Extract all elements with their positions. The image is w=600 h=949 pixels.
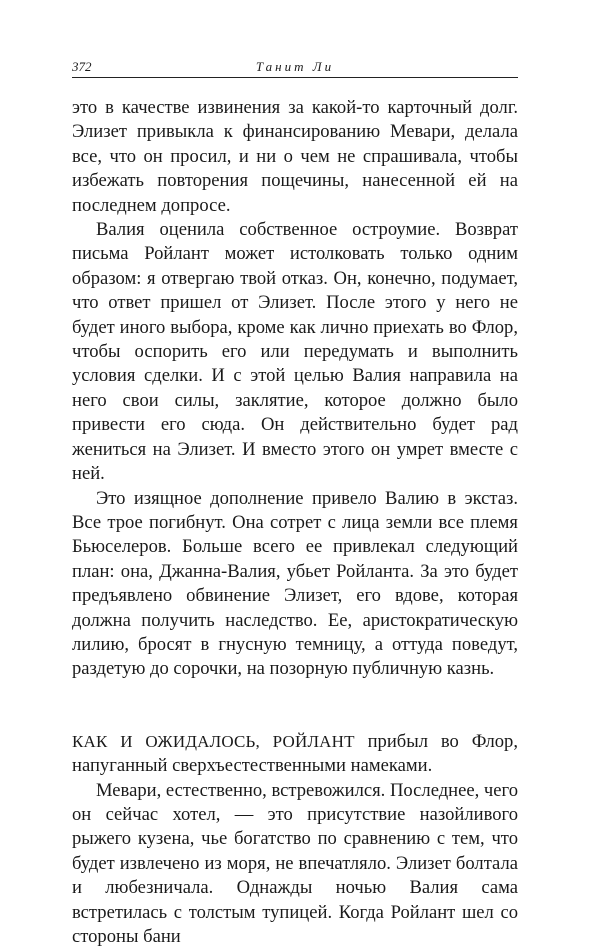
paragraph-1: это в качестве извинения за какой-то карточный долг. Элизет привыкла к финансированию Мевари, делала все, что он просил, и ни о чем не спрашивала, чтобы избежать повторения пощечины, нанесенной ей на последнем допросе. (72, 97, 518, 216)
section-break (72, 682, 518, 730)
section-lead-rest: прибыл во Флор, напуганный сверхъестественными намеками. (72, 730, 518, 777)
book-page (72, 55, 518, 949)
paragraph-2: Валия оценила собственное остроумие. Возврат письма Ройлант может истолковать только одним образом: я отвергаю твой отказ. Он, конечно, подумает, что ответ пришел от Элизет. После этого у него не будет иного выбора, кроме как лично приехать во Флор, чтобы оспорить его или передумать и выполнить условия сделки. И с этой целью Валия направила на него свои силы, заклятие, которое должно было привести его сюда. Он действительно будет рад жениться на Элизет. И вместо этого он умрет вместе с ней. (72, 219, 518, 485)
page-number: 372 (72, 59, 92, 74)
running-header (72, 55, 518, 78)
section-lead-paragraph (72, 730, 518, 779)
paragraph-3: Это изящное дополнение привело Валию в экстаз. Все трое погибнут. Она сотрет с лица земли все племя Бьюселеров. Больше всего ее привлекал следующий план: она, Джанна-Валия, убьет Ройланта. За это будет предъявлено обвинение Элизет, его вдове, которая должна получить наследство. Ее, аристократическую лилию, бросят в гнусную темницу, а оттуда поведут, раздетую до сорочки, на позорную публичную казнь. (72, 487, 518, 680)
author-name: Танит Ли (255, 59, 335, 74)
paragraph-5: Мевари, естественно, встревожился. Последнее, чего он сейчас хотел, — это присутствие назойливого рыжего кузена, чье богатство по сравнению с тем, что будет извлечено из моря, не впечатляло. Элизет болтала и любезничала. Однажды ночью Валия сама встретилась с толстым тупицей. Когда Ройлант шел со стороны бани (72, 779, 518, 947)
body-text (72, 96, 518, 949)
section-lead-caps: КАК И ОЖИДАЛОСЬ, РОЙЛАНТ (72, 731, 355, 751)
